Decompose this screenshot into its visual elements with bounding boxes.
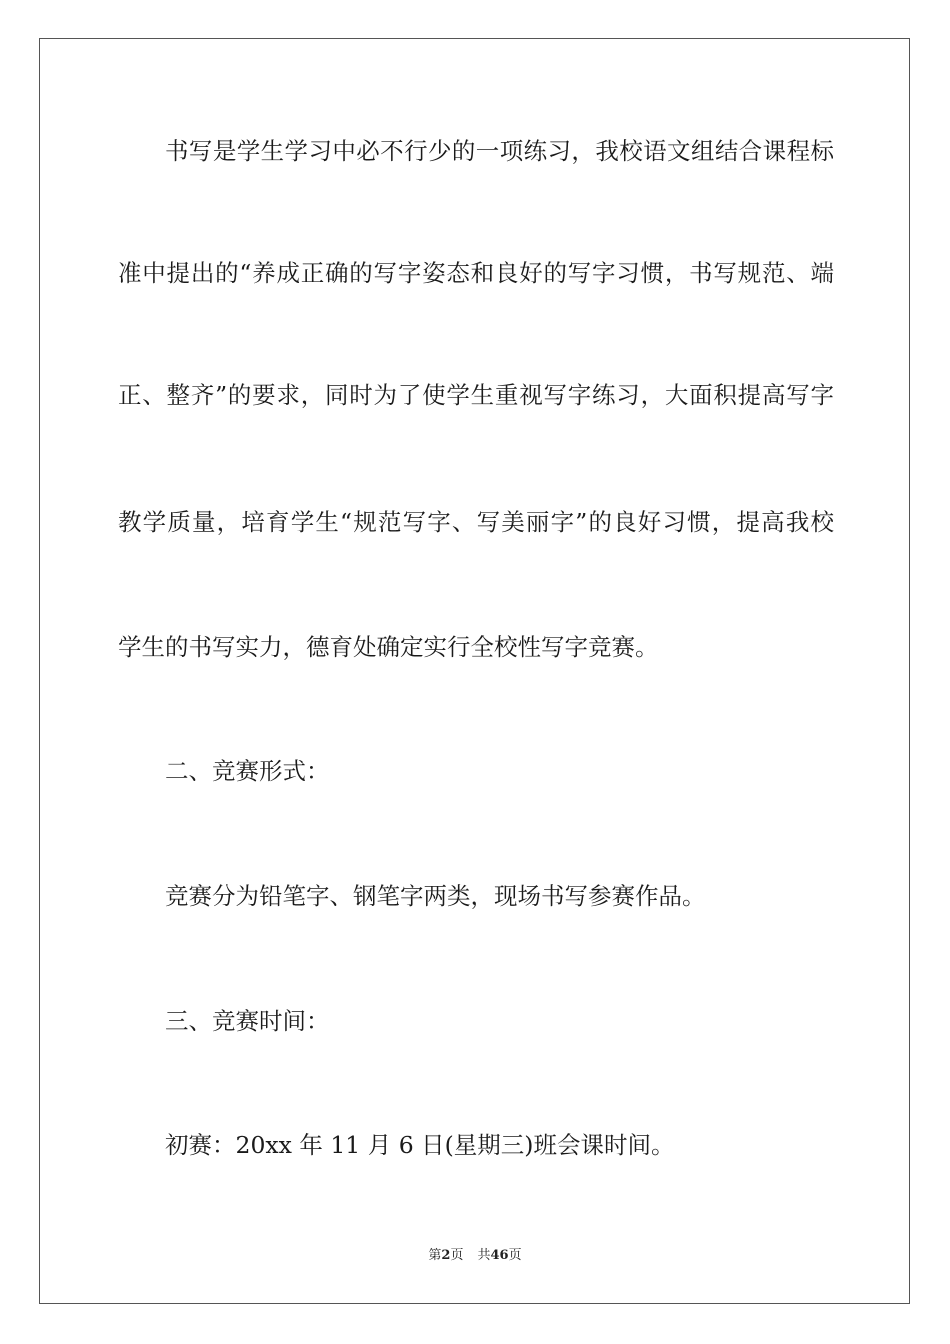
footer-total-suffix: 页 [508,1248,522,1263]
section-body-format: 竞赛分为铅笔字、钢笔字两类，现场书写参赛作品。 [165,882,706,910]
page-footer [0,1247,950,1265]
paragraph-line-4: 教学质量，培育学生“规范写字、写美丽字”的良好习惯，提高我校 [118,508,834,536]
footer-total-pages: 46 [490,1248,509,1263]
paragraph-line-3: 正、整齐”的要求，同时为了使学生重视写字练习，大面积提高写字 [118,381,834,409]
footer-page-number: 2 [441,1248,451,1263]
section-body-time: 初赛：20xx 年 11 月 6 日(星期三)班会课时间。 [165,1131,675,1159]
paragraph-line-2: 准中提出的“养成正确的写字姿态和良好的写字习惯，书写规范、端 [118,259,834,287]
section-heading-format: 二、竞赛形式： [165,757,330,785]
paragraph-line-5: 学生的书写实力，德育处确定实行全校性写字竞赛。 [118,633,659,661]
footer-page-suffix: 页 [450,1248,464,1263]
section-heading-time: 三、竞赛时间： [165,1007,330,1035]
footer-total-prefix: 共 [477,1248,491,1263]
paragraph-line-1: 书写是学生学习中必不行少的一项练习，我校语文组结合课程标 [165,137,834,165]
footer-page-prefix: 第 [428,1248,442,1263]
page-border [39,38,910,1304]
